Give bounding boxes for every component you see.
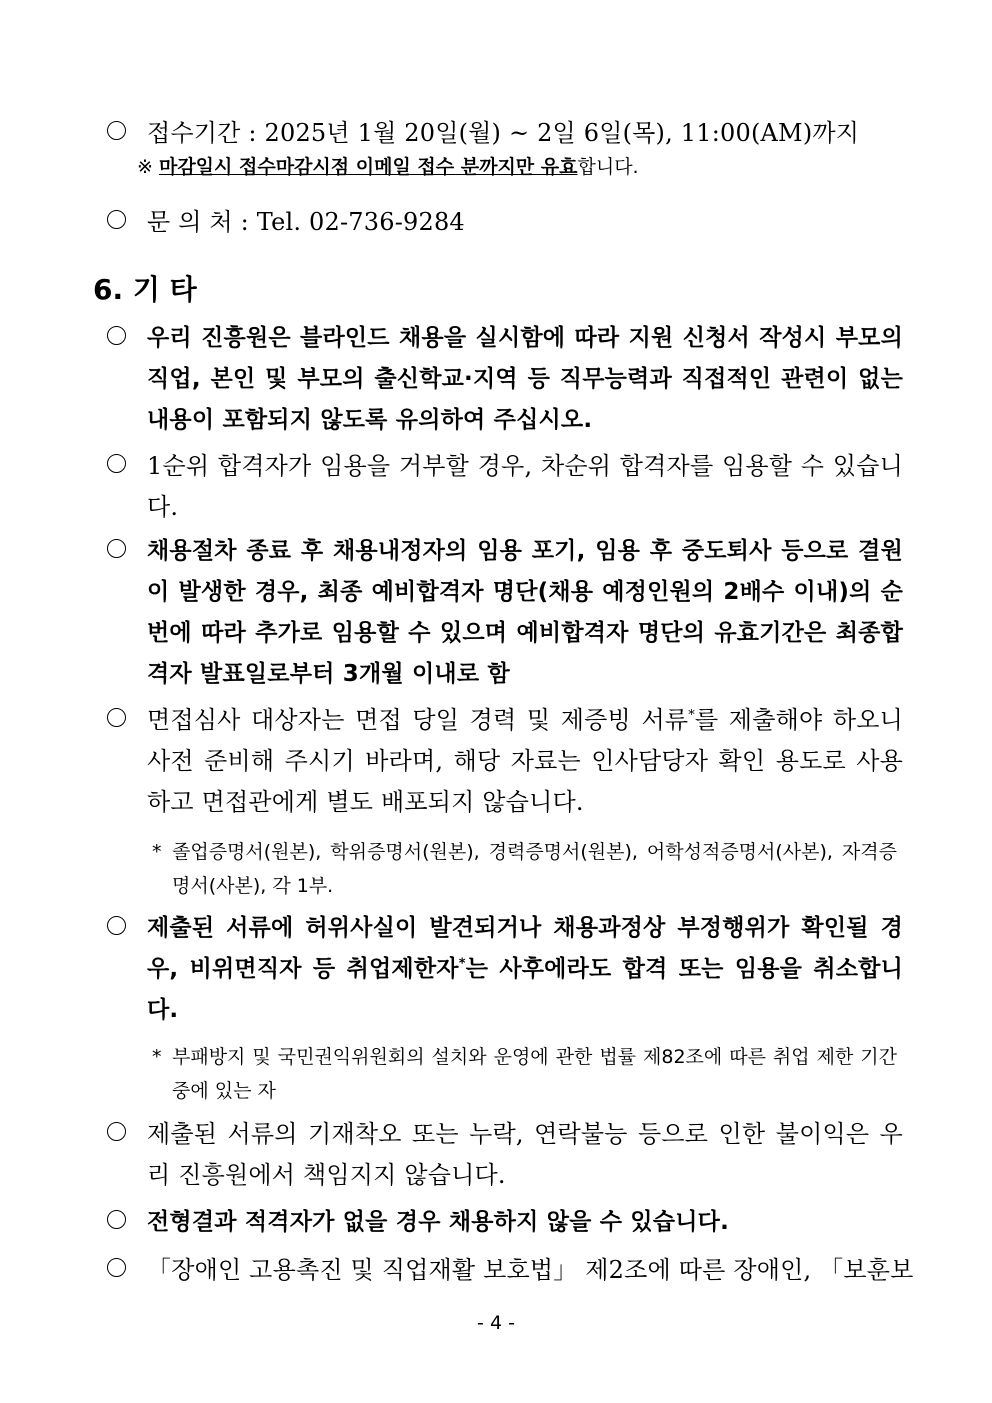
circle-bullet-icon: [107, 210, 126, 229]
reception-period-text: 접수기간 : 2025년 1월 20일(월) ~ 2일 6일(목), 11:00(AM)까지: [147, 119, 860, 147]
second-rank-text: 1순위 합격자가 임용을 거부할 경우, 차순위 합격자를 임용할 수 있습니다.: [147, 452, 903, 521]
circle-bullet-icon: [107, 1258, 126, 1277]
disability-law-text: 「장애인 고용촉진 및 직업재활 보호법」 제2조에 따른 장애인, 「보훈보: [147, 1256, 914, 1284]
restriction-footnote: * 부패방지 및 국민권익위원회의 설치와 운영에 관한 법률 제82조에 따른 취업 제한 기간 중에 있는 자: [152, 1046, 897, 1102]
inquiry-text: 문 의 처 : Tel. 02-736-9284: [147, 208, 465, 236]
responsibility-text: 제출된 서류의 기재착오 또는 누락, 연락불능 등으로 인한 불이익은 우리 진흥원에서 책임지지 않습니다.: [147, 1120, 903, 1189]
reserve-candidate-text: 채용절차 종료 후 채용내정자의 임용 포기, 임용 후 중도퇴사 등으로 결원이 발생한 경우, 최종 예비합격자 명단(채용 예정인원의 2배수 이내)의 순번에 따라 추가로 임용할 수 있으며 예비합격자 명단의 유효기간은 최종합격자 발표일로부터 3개월 이내로 함: [147, 538, 903, 687]
false-documents-text: 제출된 서류에 허위사실이 발견되거나 채용과정상 부정행위가 확인될 경우, 비위면직자 등 취업제한자*는 사후에라도 합격 또는 임용을 취소합니다.: [147, 915, 903, 1023]
circle-bullet-icon: [107, 916, 126, 935]
circle-bullet-icon: [107, 708, 126, 727]
interview-documents-text: 면접심사 대상자는 면접 당일 경력 및 제증빙 서류*를 제출해야 하오니 사전 준비해 주시기 바라며, 해당 자료는 인사담당자 확인 용도로 사용하고 면접관에게 별도 배포되지 않습니다.: [147, 706, 904, 816]
deadline-note: ※ 마감일시 접수마감시점 이메일 접수 분까지만 유효합니다.: [137, 156, 639, 178]
no-qualified-text: 전형결과 적격자가 없을 경우 채용하지 않을 수 있습니다.: [147, 1209, 730, 1235]
blind-recruitment-text: 우리 진흥원은 블라인드 채용을 실시함에 따라 지원 신청서 작성시 부모의 직업, 본인 및 부모의 출신학교·지역 등 직무능력과 직접적인 관련이 없는 내용이 포함되지 않도록 유의하여 주십시오.: [147, 325, 903, 433]
section-heading: 6. 기 타: [93, 273, 197, 306]
circle-bullet-icon: [107, 1210, 126, 1229]
circle-bullet-icon: [107, 539, 126, 558]
documents-footnote: * 졸업증명서(원본), 학위증명서(원본), 경력증명서(원본), 어학성적증명서(사본), 자격증명서(사본), 각 1부.: [152, 841, 897, 897]
circle-bullet-icon: [107, 454, 126, 473]
circle-bullet-icon: [107, 1122, 126, 1141]
circle-bullet-icon: [107, 121, 126, 140]
circle-bullet-icon: [107, 326, 126, 345]
page-number: - 4 -: [477, 1312, 515, 1334]
